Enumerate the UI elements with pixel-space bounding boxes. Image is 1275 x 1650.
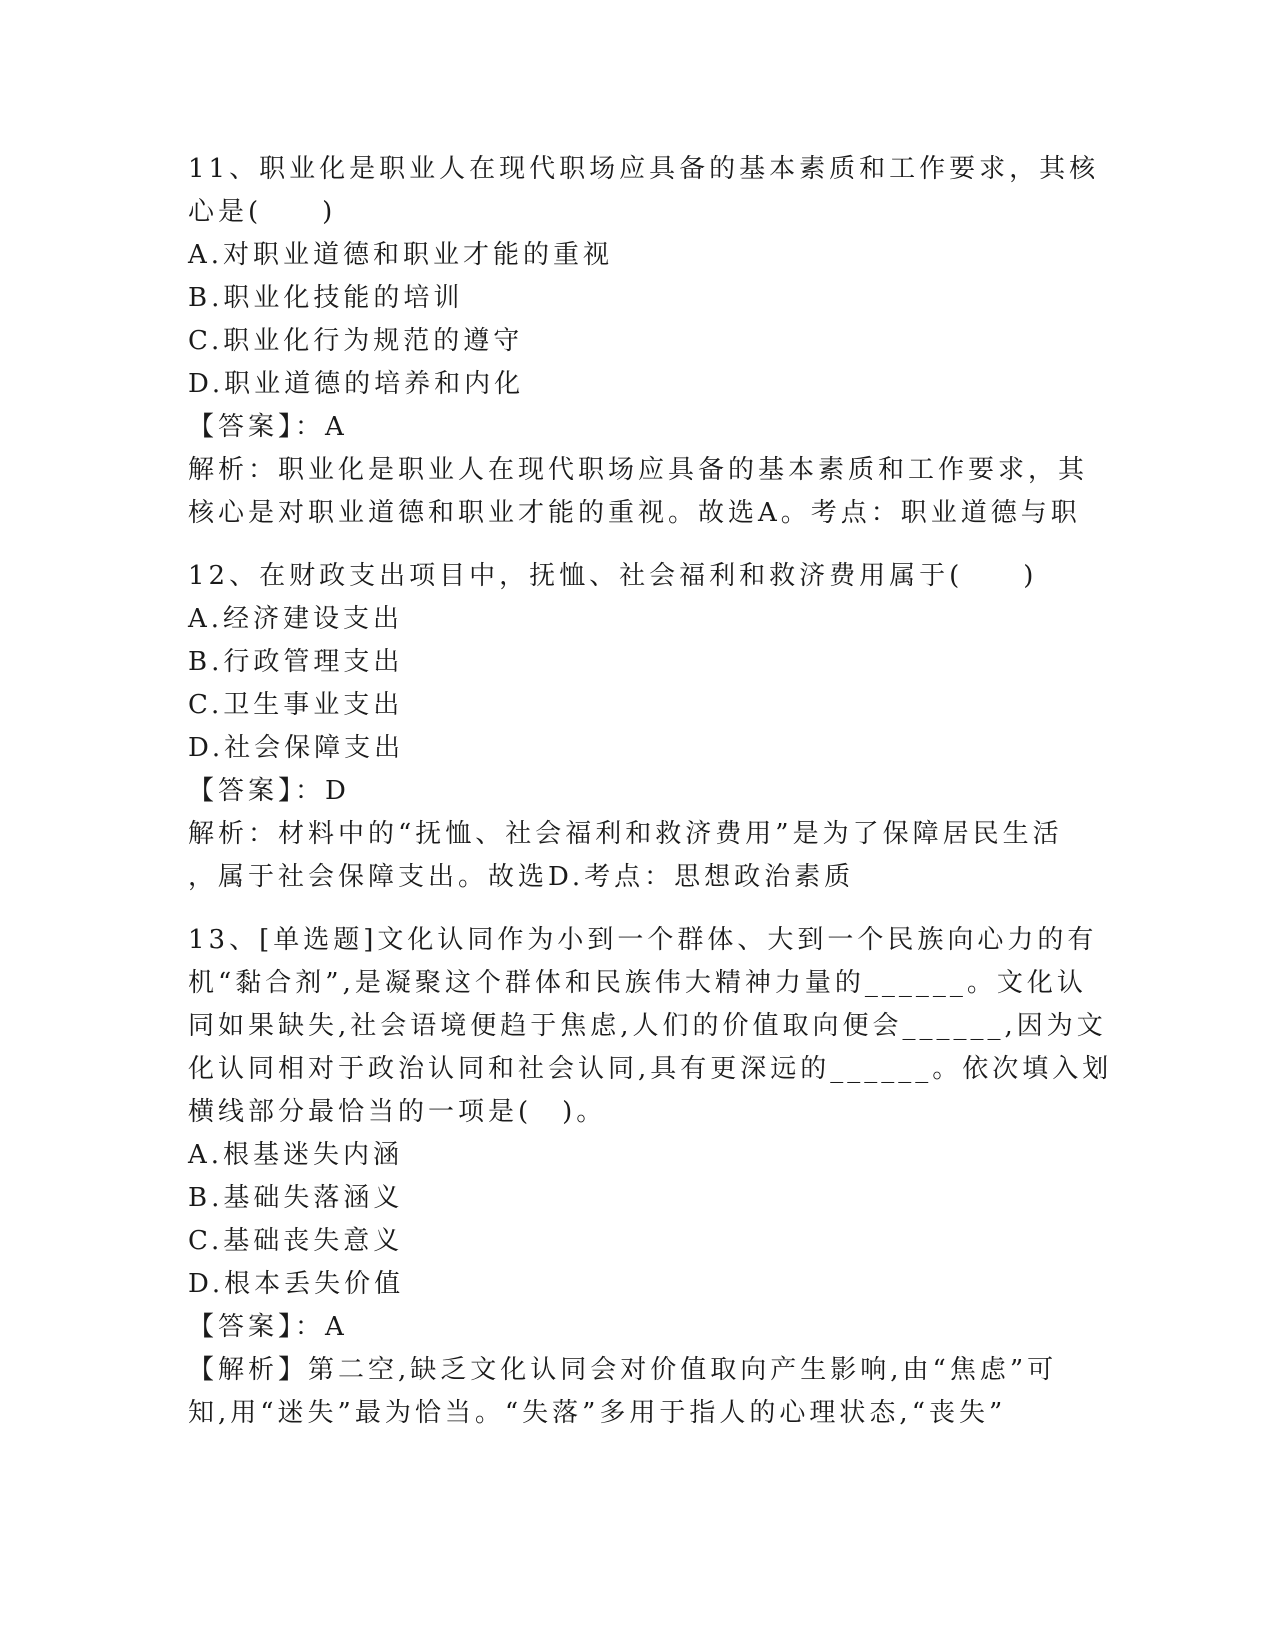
question-stem-line: 11、职业化是职业人在现代职场应具备的基本素质和工作要求，其核 xyxy=(188,154,1100,184)
question-stem-line: 13、[单选题]文化认同作为小到一个群体、大到一个民族向心力的有 xyxy=(188,925,1098,955)
question-stem-line: 机“黏合剂”,是凝聚这个群体和民族伟大精神力量的______。文化认 xyxy=(188,968,1087,998)
question-stem-line: 12、在财政支出项目中，抚恤、社会福利和救济费用属于( ) xyxy=(188,561,1038,591)
document-page xyxy=(188,148,1113,1435)
option-d: D.根本丢失价值 xyxy=(188,1269,405,1299)
answer: 【答案】：A xyxy=(188,412,348,442)
option-d: D.社会保障支出 xyxy=(188,733,405,763)
question-stem-line: 横线部分最恰当的一项是( )。 xyxy=(188,1097,607,1127)
option-b: B.行政管理支出 xyxy=(188,647,404,677)
analysis-line: 解析：职业化是职业人在现代职场应具备的基本素质和工作要求，其 xyxy=(188,455,1089,485)
question-11 xyxy=(188,148,1100,535)
answer: 【答案】：A xyxy=(188,1312,348,1342)
question-12 xyxy=(188,555,1088,899)
option-c: C.卫生事业支出 xyxy=(188,690,404,720)
option-a: A.对职业道德和职业才能的重视 xyxy=(188,240,614,270)
option-a: A.经济建设支出 xyxy=(188,604,404,634)
option-b: B.基础失落涵义 xyxy=(188,1183,404,1213)
option-c: C.基础丧失意义 xyxy=(188,1226,404,1256)
question-stem-line: 化认同相对于政治认同和社会认同,具有更深远的______。依次填入划 xyxy=(188,1054,1113,1084)
question-stem-line: 同如果缺失,社会语境便趋于焦虑,人们的价值取向便会______,因为文 xyxy=(188,1011,1107,1041)
analysis-line: 核心是对职业道德和职业才能的重视。故选A。考点：职业道德与职 xyxy=(188,498,1081,528)
option-d: D.职业道德的培养和内化 xyxy=(188,369,525,399)
analysis-line: ，属于社会保障支出。故选D.考点：思想政治素质 xyxy=(188,862,855,892)
question-stem-line: 心是( ) xyxy=(188,197,337,227)
analysis-line: 解析：材料中的“抚恤、社会福利和救济费用”是为了保障居民生活 xyxy=(188,819,1063,849)
option-b: B.职业化技能的培训 xyxy=(188,283,464,313)
answer: 【答案】：D xyxy=(188,776,350,806)
analysis-line: 知,用“迷失”最为恰当。“失落”多用于指人的心理状态,“丧失” xyxy=(188,1398,1007,1428)
question-13 xyxy=(188,919,1113,1435)
option-a: A.根基迷失内涵 xyxy=(188,1140,404,1170)
analysis-line: 【解析】第二空,缺乏文化认同会对价值取向产生影响,由“焦虑”可 xyxy=(188,1355,1058,1385)
option-c: C.职业化行为规范的遵守 xyxy=(188,326,524,356)
